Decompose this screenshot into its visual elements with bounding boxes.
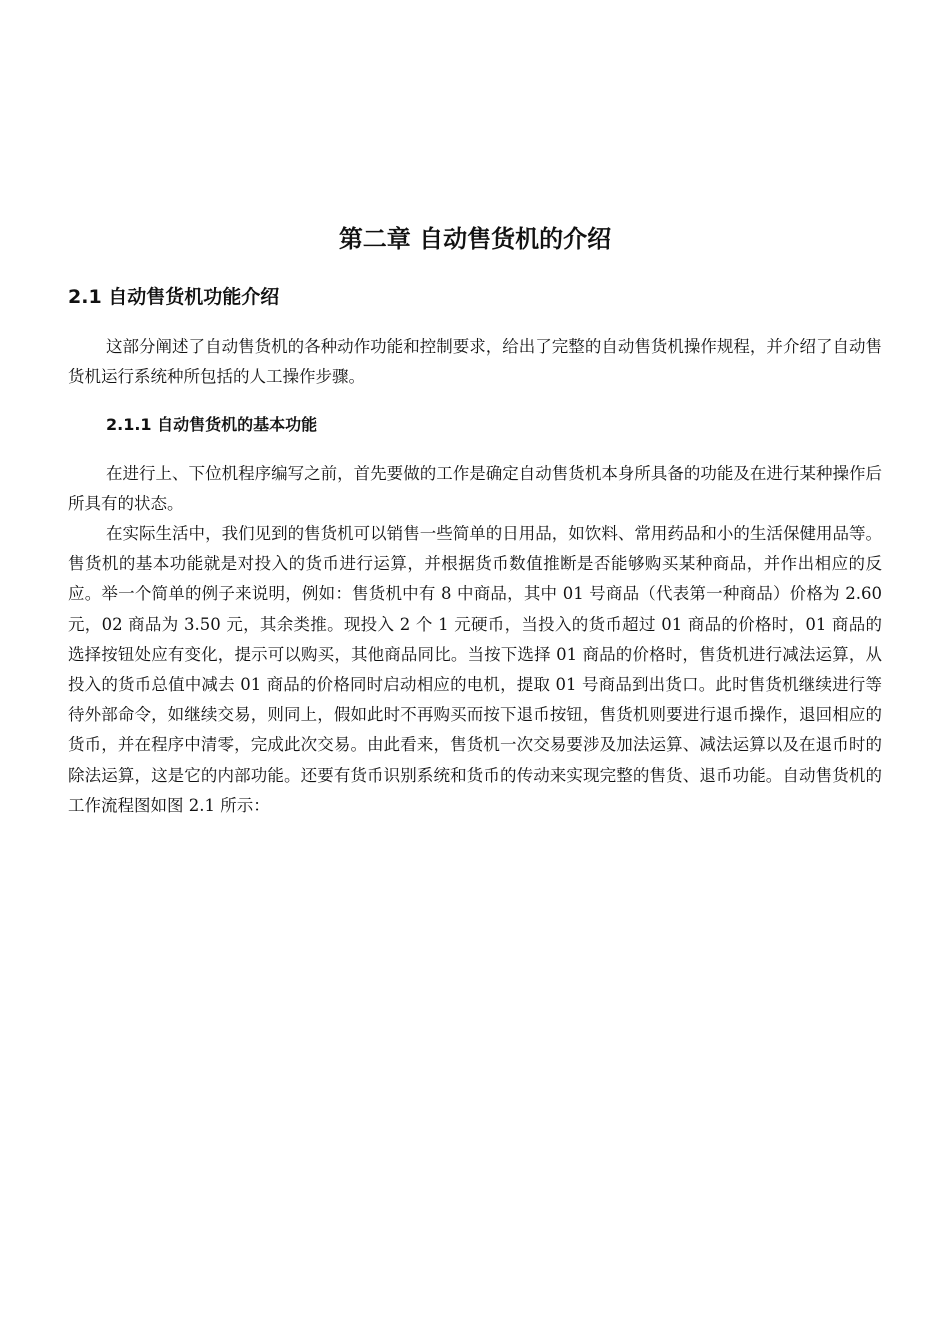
section-intro-paragraph: 这部分阐述了自动售货机的各种动作功能和控制要求，给出了完整的自动售货机操作规程，并介绍了自动售货机运行系统种所包括的人工操作步骤。 [68,337,882,387]
chapter-title: 第二章 自动售货机的介绍 [338,225,612,253]
body-paragraph: 在进行上、下位机程序编写之前，首先要做的工作是确定自动售货机本身所具备的功能及在进行某种操作后所具有的状态。 [68,464,882,514]
subsection-title: 2.1.1 自动售货机的基本功能 [106,415,318,434]
section-title: 2.1 自动售货机功能介绍 [68,286,280,308]
body-paragraph: 在实际生活中，我们见到的售货机可以销售一些简单的日用品，如饮料、常用药品和小的生活保健用品等。售货机的基本功能就是对投入的货币进行运算，并根据货币数值推断是否能够购买某种商品，并作出相应的反应。举一个简单的例子来说明，例如：售货机中有 8 中商品，其中 01 号商品（代表第一种商品）价格为 2.60 元，02 商品为 3.50 元，其余类推。现投入 2 个 1 元硬币，当投入的货币超过 01 商品的价格时，01 商品的选择按钮处应有变化，提示可以购买，其他商品同比。当按下选择 01 商品的价格时，售货机进行减法运算，从投入的货币总值中减去 01 商品的价格同时启动相应的电机，提取 01 号商品到出货口。此时售货机继续进行等待外部命令，如继续交易，则同上，假如此时不再购买而按下退币按钮，售货机则要进行退币操作，退回相应的货币，并在程序中清零，完成此次交易。由此看来，售货机一次交易要涉及加法运算、减法运算以及在退币时的除法运算，这是它的内部功能。还要有货币识别系统和货币的传动来实现完整的售货、退币功能。自动售货机的工作流程图如图 2.1 所示： [68,524,882,815]
